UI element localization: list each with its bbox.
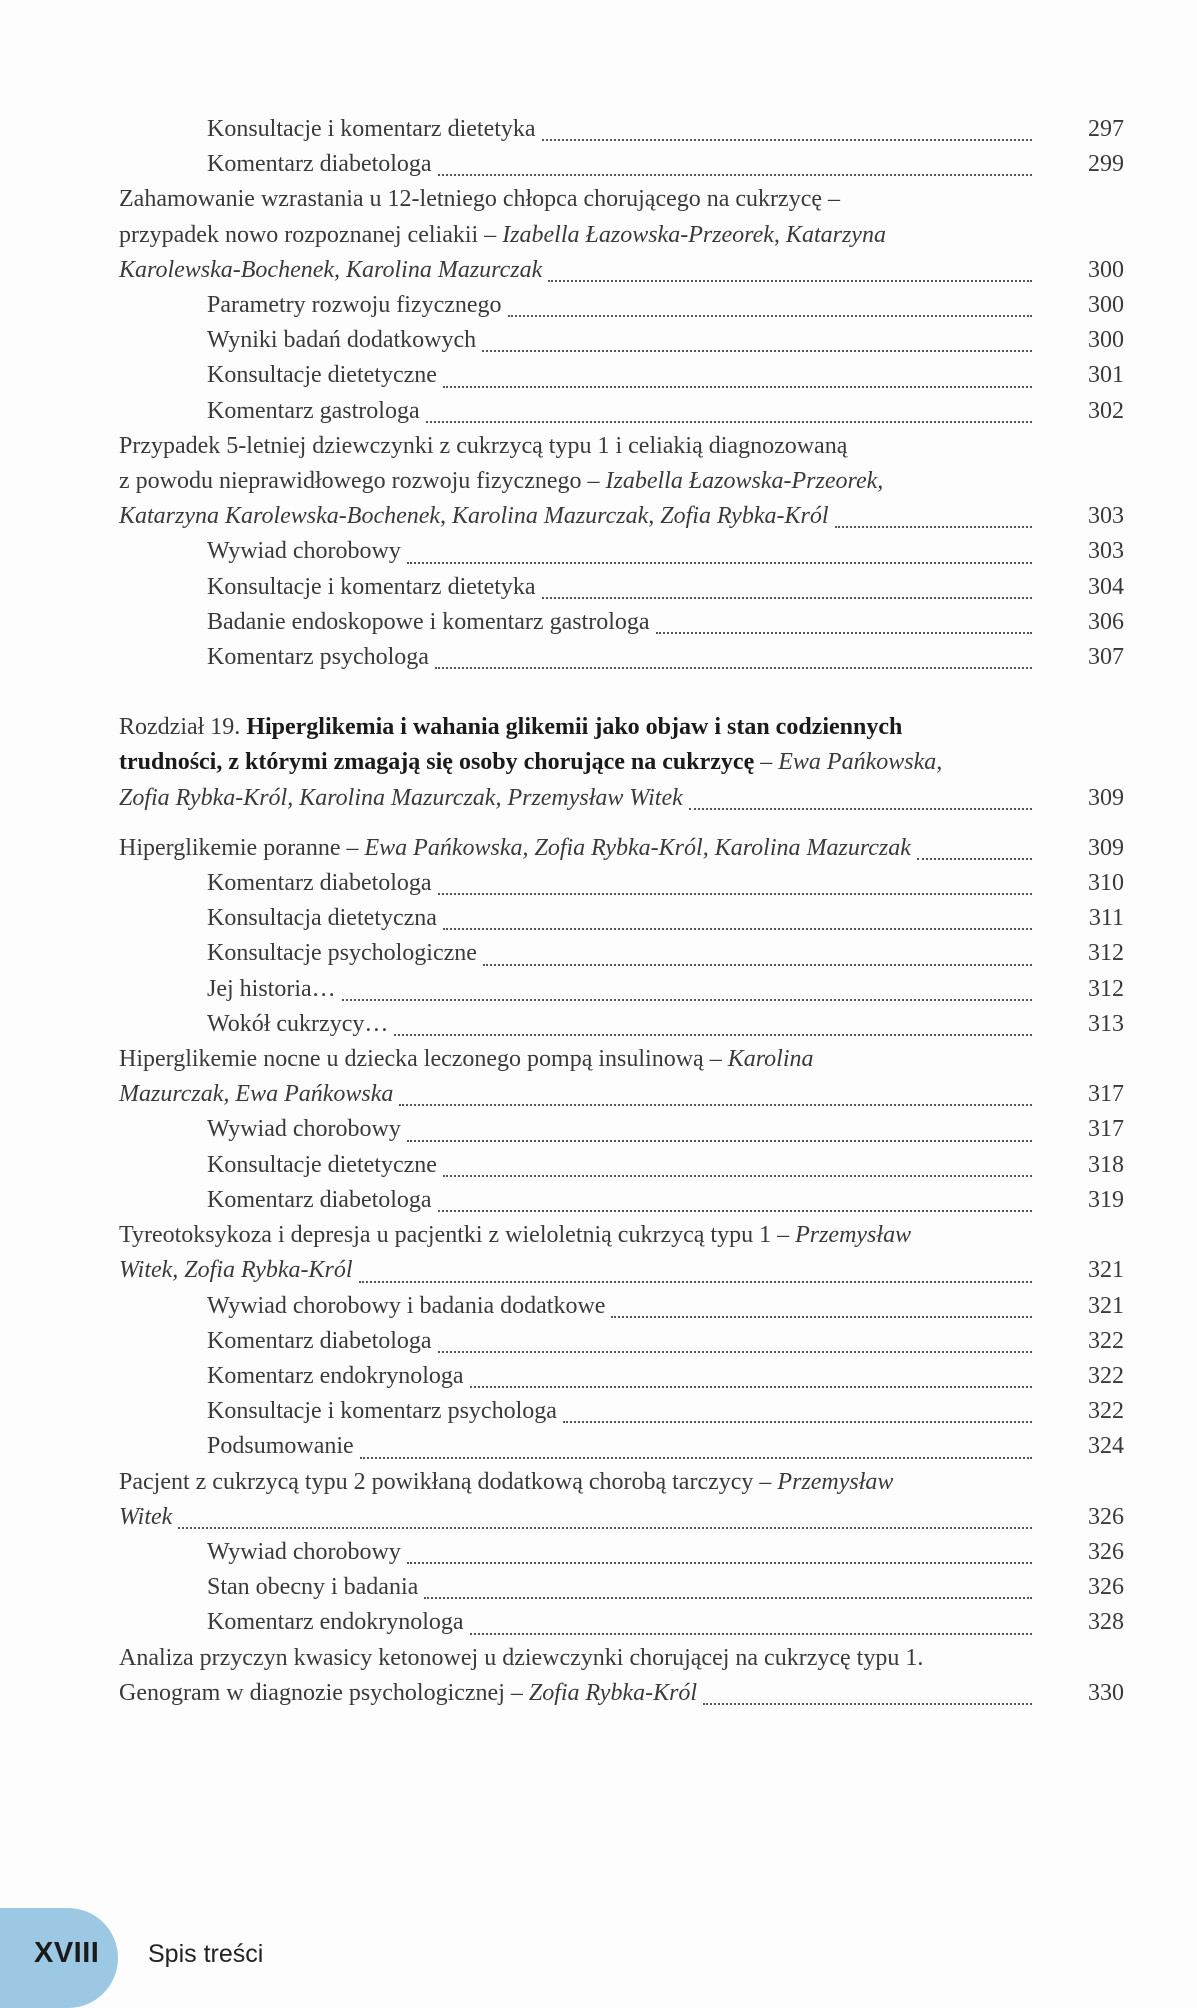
entry-title bbox=[207, 1535, 401, 1570]
entry-title-text: Stan obecny i badania bbox=[207, 1574, 419, 1601]
page-number: 309 bbox=[1088, 834, 1124, 861]
toc-subentry bbox=[119, 605, 1124, 640]
entry-title bbox=[207, 605, 650, 640]
toc-subentry bbox=[119, 1429, 1124, 1464]
entry-leader-group bbox=[207, 1570, 1036, 1605]
toc-entry-line bbox=[119, 218, 1124, 253]
dot-leader bbox=[443, 1144, 1032, 1177]
page-number: 313 bbox=[1088, 1010, 1124, 1037]
toc-subentry bbox=[119, 147, 1124, 182]
entry-title-text: Wokół cukrzycy… bbox=[207, 1010, 389, 1037]
toc-entry-last-line bbox=[119, 781, 1124, 816]
entry-title bbox=[207, 1112, 401, 1147]
entry-leader-group bbox=[207, 570, 1036, 605]
dot-leader bbox=[426, 390, 1032, 423]
entry-leader-group bbox=[207, 866, 1036, 901]
page-number: 301 bbox=[1088, 362, 1124, 389]
page-number: 304 bbox=[1088, 573, 1124, 600]
entry-leader-group bbox=[119, 253, 1036, 288]
toc-subentry bbox=[119, 1605, 1124, 1640]
toc-entry-line bbox=[119, 429, 1124, 464]
entry-leader-group bbox=[207, 936, 1036, 971]
entry-title bbox=[119, 1042, 814, 1077]
entry-title-text: Analiza przyczyn kwasicy ketonowej u dziewczynki chorującej na cukrzycę typu 1. bbox=[119, 1644, 924, 1671]
entry-title bbox=[119, 1465, 893, 1500]
toc-subentry bbox=[119, 1183, 1124, 1218]
dot-leader bbox=[399, 1073, 1032, 1106]
entry-title bbox=[119, 253, 542, 288]
entry-title-text: Komentarz diabetologa bbox=[207, 870, 432, 897]
page-number: 321 bbox=[1088, 1292, 1124, 1319]
entry-leader-group bbox=[207, 288, 1036, 323]
entry-title bbox=[119, 1676, 697, 1711]
entry-title-text: Hiperglikemie nocne u dziecka leczonego pompą insulinową – bbox=[119, 1046, 728, 1073]
entry-authors: Ewa Pańkowska, Zofia Rybka-Król, Karolina Mazurczak bbox=[364, 834, 911, 861]
entry-title bbox=[119, 218, 886, 253]
toc-subentry bbox=[119, 570, 1124, 605]
entry-title-text: Komentarz diabetologa bbox=[207, 1327, 432, 1354]
entry-title bbox=[207, 1289, 605, 1324]
toc-entry-last-line bbox=[119, 1676, 1124, 1711]
entry-title-text: Konsultacje psychologiczne bbox=[207, 940, 477, 967]
entry-title-text: Konsultacje dietetyczne bbox=[207, 362, 437, 389]
entry-title-text: Konsultacja dietetyczna bbox=[207, 905, 437, 932]
page-number: 303 bbox=[1088, 503, 1124, 530]
dot-leader bbox=[835, 495, 1033, 528]
toc-subentry bbox=[119, 936, 1124, 971]
entry-title-text: Pacjent z cukrzycą typu 2 powikłaną dodatkową chorobą tarczycy – bbox=[119, 1468, 778, 1495]
dot-leader bbox=[917, 827, 1032, 860]
toc-entry-line bbox=[119, 1641, 1124, 1676]
entry-leader-group bbox=[119, 499, 1036, 534]
toc-subentry bbox=[119, 534, 1124, 569]
dot-leader bbox=[360, 1425, 1032, 1458]
entry-leader-group bbox=[119, 781, 1036, 816]
dot-leader bbox=[407, 1109, 1032, 1142]
entry-title-text: Wyniki badań dodatkowych bbox=[207, 327, 477, 354]
dot-leader bbox=[611, 1285, 1032, 1318]
chapter-title: trudności, z którymi zmagają się osoby chorujące na cukrzycę bbox=[119, 749, 755, 776]
toc-subentry bbox=[119, 358, 1124, 393]
dot-leader bbox=[542, 108, 1032, 141]
dot-leader bbox=[435, 636, 1032, 669]
dot-leader bbox=[563, 1390, 1032, 1423]
page-number: 302 bbox=[1088, 397, 1124, 424]
toc-subentry bbox=[119, 1359, 1124, 1394]
entry-title bbox=[207, 323, 476, 358]
entry-title bbox=[119, 831, 911, 866]
entry-title bbox=[119, 1218, 911, 1253]
entry-title bbox=[207, 570, 536, 605]
entry-title-text: Jej historia… bbox=[207, 975, 336, 1002]
toc-subentry bbox=[119, 323, 1124, 358]
page-number: 303 bbox=[1088, 538, 1124, 565]
dot-leader bbox=[689, 777, 1032, 810]
entry-title-text: Konsultacje i komentarz dietetyka bbox=[207, 116, 536, 142]
page-number: 328 bbox=[1088, 1609, 1124, 1636]
page-number: 312 bbox=[1088, 940, 1124, 967]
toc-subentry bbox=[119, 1324, 1124, 1359]
toc-entry-last-line bbox=[119, 831, 1124, 866]
toc-subentry bbox=[119, 112, 1124, 147]
entry-title bbox=[207, 394, 420, 429]
page-number: 322 bbox=[1088, 1327, 1124, 1354]
entry-title-text: przypadek nowo rozpoznanej celiakii – bbox=[119, 221, 503, 248]
entry-title-text: Konsultacje i komentarz dietetyka bbox=[207, 573, 536, 600]
entry-title-text: Zahamowanie wzrastania u 12-letniego chłopca chorującego na cukrzycę – bbox=[119, 186, 840, 213]
entry-title-text: Parametry rozwoju fizycznego bbox=[207, 292, 502, 319]
chapter-dash: – bbox=[754, 749, 779, 776]
spacer bbox=[119, 675, 1124, 710]
entry-title bbox=[207, 534, 401, 569]
entry-title bbox=[207, 1570, 418, 1605]
page-number: 317 bbox=[1088, 1116, 1124, 1143]
dot-leader bbox=[342, 968, 1032, 1001]
entry-title bbox=[119, 1500, 172, 1535]
dot-leader bbox=[424, 1566, 1032, 1599]
entry-title bbox=[207, 1183, 432, 1218]
entry-authors: Zofia Rybka-Król bbox=[528, 1679, 698, 1706]
toc-subentry bbox=[119, 901, 1124, 936]
entry-leader-group bbox=[207, 394, 1036, 429]
entry-authors: Mazurczak, Ewa Pańkowska bbox=[119, 1081, 394, 1108]
dot-leader bbox=[656, 601, 1032, 634]
entry-leader-group bbox=[207, 1289, 1036, 1324]
entry-leader-group bbox=[207, 901, 1036, 936]
entry-authors: Karolewska-Bochenek, Karolina Mazurczak bbox=[119, 256, 543, 283]
dot-leader bbox=[508, 284, 1032, 317]
chapter-heading-line bbox=[119, 745, 1124, 780]
dot-leader bbox=[438, 1179, 1032, 1212]
entry-authors: Przemysław bbox=[795, 1222, 912, 1249]
entry-title-text: Tyreotoksykoza i depresja u pacjentki z wieloletnią cukrzycą typu 1 – bbox=[119, 1222, 796, 1249]
chapter-authors: Ewa Pańkowska, bbox=[778, 749, 943, 776]
toc-subentry bbox=[119, 972, 1124, 1007]
chapter-heading bbox=[119, 710, 902, 745]
page-number: XVIII bbox=[34, 1937, 100, 1969]
entry-title-text: Wywiad chorobowy bbox=[207, 538, 401, 565]
entry-title bbox=[119, 429, 847, 464]
entry-title bbox=[207, 866, 432, 901]
page-number: 326 bbox=[1088, 1574, 1124, 1601]
dot-leader bbox=[438, 143, 1032, 176]
page-number: 300 bbox=[1088, 256, 1124, 283]
toc-entry-line bbox=[119, 464, 1124, 499]
entry-title bbox=[207, 1605, 464, 1640]
entry-title bbox=[119, 1253, 353, 1288]
toc-entry-last-line bbox=[119, 253, 1124, 288]
entry-title bbox=[207, 147, 432, 182]
entry-title-text: Wywiad chorobowy bbox=[207, 1538, 401, 1565]
entry-leader-group bbox=[119, 1253, 1036, 1288]
entry-authors: Katarzyna Karolewska-Bochenek, Karolina Mazurczak, Zofia Rybka-Król bbox=[119, 503, 829, 530]
entry-title bbox=[119, 1077, 393, 1112]
page-number: 300 bbox=[1088, 327, 1124, 354]
page-number: 317 bbox=[1088, 1081, 1124, 1108]
entry-leader-group bbox=[207, 1394, 1036, 1429]
toc-subentry bbox=[119, 288, 1124, 323]
entry-authors: Izabella Łazowska-Przeorek, bbox=[605, 468, 884, 495]
entry-leader-group bbox=[207, 358, 1036, 393]
entry-title bbox=[119, 781, 683, 816]
dot-leader bbox=[482, 319, 1032, 352]
dot-leader bbox=[438, 862, 1032, 895]
entry-title bbox=[119, 499, 829, 534]
toc-subentry bbox=[119, 1535, 1124, 1570]
page-number: 324 bbox=[1088, 1433, 1124, 1460]
entry-title bbox=[119, 464, 883, 499]
entry-leader-group bbox=[207, 1183, 1036, 1218]
toc-subentry bbox=[119, 1007, 1124, 1042]
entry-title-text: Badanie endoskopowe i komentarz gastrologa bbox=[207, 608, 650, 635]
entry-title bbox=[207, 288, 502, 323]
chapter-heading-line bbox=[119, 710, 1124, 745]
toc-subentry bbox=[119, 394, 1124, 429]
entry-leader-group bbox=[207, 1007, 1036, 1042]
dot-leader bbox=[438, 1320, 1032, 1353]
entry-authors: Zofia Rybka-Król, Karolina Mazurczak, Przemysław Witek bbox=[119, 784, 683, 811]
entry-title-text: Przypadek 5-letniej dziewczynki z cukrzycą typu 1 i celiakią diagnozowaną bbox=[119, 432, 848, 459]
entry-title-text: Komentarz gastrologa bbox=[207, 397, 420, 424]
toc-subentry bbox=[119, 1570, 1124, 1605]
toc-entry-line bbox=[119, 1218, 1124, 1253]
entry-title-text: Hiperglikemie poranne – bbox=[119, 834, 365, 861]
entry-leader-group bbox=[207, 640, 1036, 675]
entry-title bbox=[119, 182, 840, 217]
entry-leader-group bbox=[207, 112, 1036, 147]
dot-leader bbox=[548, 249, 1032, 282]
page-number: 297 bbox=[1088, 116, 1124, 142]
running-footer-title: Spis treści bbox=[148, 1940, 264, 1968]
page-number: 299 bbox=[1088, 151, 1124, 178]
entry-leader-group bbox=[207, 1112, 1036, 1147]
entry-title-text: z powodu nieprawidłowego rozwoju fizycznego – bbox=[119, 468, 606, 495]
dot-leader bbox=[407, 1531, 1032, 1564]
chapter-heading bbox=[119, 745, 942, 780]
page-number: 307 bbox=[1088, 644, 1124, 671]
entry-title bbox=[207, 1148, 437, 1183]
page-number: 311 bbox=[1088, 905, 1124, 932]
dot-leader bbox=[542, 566, 1032, 599]
dot-leader bbox=[470, 1355, 1032, 1388]
toc-entry-last-line bbox=[119, 1253, 1124, 1288]
toc-entry-line bbox=[119, 1042, 1124, 1077]
entry-authors: Przemysław bbox=[777, 1468, 894, 1495]
toc-entry-last-line bbox=[119, 1077, 1124, 1112]
toc-entry-last-line bbox=[119, 499, 1124, 534]
entry-title-text: Wywiad chorobowy bbox=[207, 1116, 401, 1143]
page-number: 322 bbox=[1088, 1362, 1124, 1389]
dot-leader bbox=[470, 1601, 1032, 1634]
entry-title-text: Komentarz endokrynologa bbox=[207, 1362, 464, 1389]
entry-leader-group bbox=[119, 1077, 1036, 1112]
entry-leader-group bbox=[207, 1359, 1036, 1394]
entry-title bbox=[207, 358, 437, 393]
page-number: 312 bbox=[1088, 975, 1124, 1002]
dot-leader bbox=[483, 932, 1032, 965]
entry-title bbox=[207, 972, 336, 1007]
entry-title bbox=[207, 1394, 557, 1429]
dot-leader bbox=[443, 354, 1032, 387]
entry-authors: Witek bbox=[119, 1503, 173, 1530]
entry-authors: Witek, Zofia Rybka-Król bbox=[119, 1257, 353, 1284]
page-number: 309 bbox=[1088, 784, 1124, 811]
entry-title-text: Komentarz diabetologa bbox=[207, 151, 432, 178]
entry-title-text: Wywiad chorobowy i badania dodatkowe bbox=[207, 1292, 606, 1319]
entry-leader-group bbox=[207, 1429, 1036, 1464]
entry-leader-group bbox=[207, 323, 1036, 358]
page-number: 322 bbox=[1088, 1398, 1124, 1425]
entry-title bbox=[207, 901, 437, 936]
page-number: 300 bbox=[1088, 292, 1124, 319]
chapter-title: Hiperglikemia i wahania glikemii jako objaw i stan codziennych bbox=[246, 714, 903, 741]
dot-leader bbox=[359, 1249, 1032, 1282]
entry-title bbox=[207, 112, 536, 147]
toc-entry-line bbox=[119, 182, 1124, 217]
dot-leader bbox=[407, 530, 1032, 563]
entry-title bbox=[207, 1324, 432, 1359]
page-number: 306 bbox=[1088, 608, 1124, 635]
entry-leader-group bbox=[207, 1535, 1036, 1570]
entry-title-text: Komentarz endokrynologa bbox=[207, 1609, 464, 1636]
toc-subentry bbox=[119, 1148, 1124, 1183]
page-number: 330 bbox=[1088, 1679, 1124, 1706]
toc-subentry bbox=[119, 1112, 1124, 1147]
page-number: 318 bbox=[1088, 1151, 1124, 1178]
entry-leader-group bbox=[207, 1605, 1036, 1640]
toc-subentry bbox=[119, 1394, 1124, 1429]
toc-entry-last-line bbox=[119, 1500, 1124, 1535]
page-number: 326 bbox=[1088, 1503, 1124, 1530]
entry-leader-group bbox=[119, 1676, 1036, 1711]
entry-title bbox=[119, 1641, 923, 1676]
page-number: 321 bbox=[1088, 1257, 1124, 1284]
entry-leader-group bbox=[207, 534, 1036, 569]
entry-authors: Karolina bbox=[727, 1046, 814, 1073]
dot-leader bbox=[443, 897, 1032, 930]
toc-subentry bbox=[119, 640, 1124, 675]
entry-title bbox=[207, 1429, 354, 1464]
toc-entry-line bbox=[119, 1465, 1124, 1500]
entry-authors: Izabella Łazowska-Przeorek, Katarzyna bbox=[502, 221, 886, 248]
entry-title-text: Komentarz diabetologa bbox=[207, 1186, 432, 1213]
dot-leader bbox=[394, 1003, 1032, 1036]
page-number: 326 bbox=[1088, 1538, 1124, 1565]
entry-leader-group bbox=[207, 972, 1036, 1007]
entry-title bbox=[207, 936, 477, 971]
entry-title-text: Podsumowanie bbox=[207, 1433, 354, 1460]
entry-title-text: Genogram w diagnozie psychologicznej – bbox=[119, 1679, 529, 1706]
entry-title-text: Komentarz psychologa bbox=[207, 644, 429, 671]
entry-leader-group bbox=[119, 831, 1036, 866]
entry-leader-group bbox=[207, 1148, 1036, 1183]
page-number: 310 bbox=[1088, 870, 1124, 897]
entry-title-text: Konsultacje dietetyczne bbox=[207, 1151, 437, 1178]
toc-subentry bbox=[119, 866, 1124, 901]
toc-subentry bbox=[119, 1289, 1124, 1324]
entry-leader-group bbox=[207, 1324, 1036, 1359]
table-of-contents bbox=[119, 112, 1124, 1711]
dot-leader bbox=[703, 1672, 1032, 1705]
entry-leader-group bbox=[207, 605, 1036, 640]
dot-leader bbox=[178, 1496, 1032, 1529]
entry-title bbox=[207, 1007, 388, 1042]
entry-title bbox=[207, 640, 429, 675]
entry-title bbox=[207, 1359, 464, 1394]
page-number: 319 bbox=[1088, 1186, 1124, 1213]
entry-leader-group bbox=[207, 147, 1036, 182]
entry-title-text: Konsultacje i komentarz psychologa bbox=[207, 1398, 557, 1425]
entry-leader-group bbox=[119, 1500, 1036, 1535]
chapter-label: Rozdział 19. bbox=[119, 714, 247, 741]
